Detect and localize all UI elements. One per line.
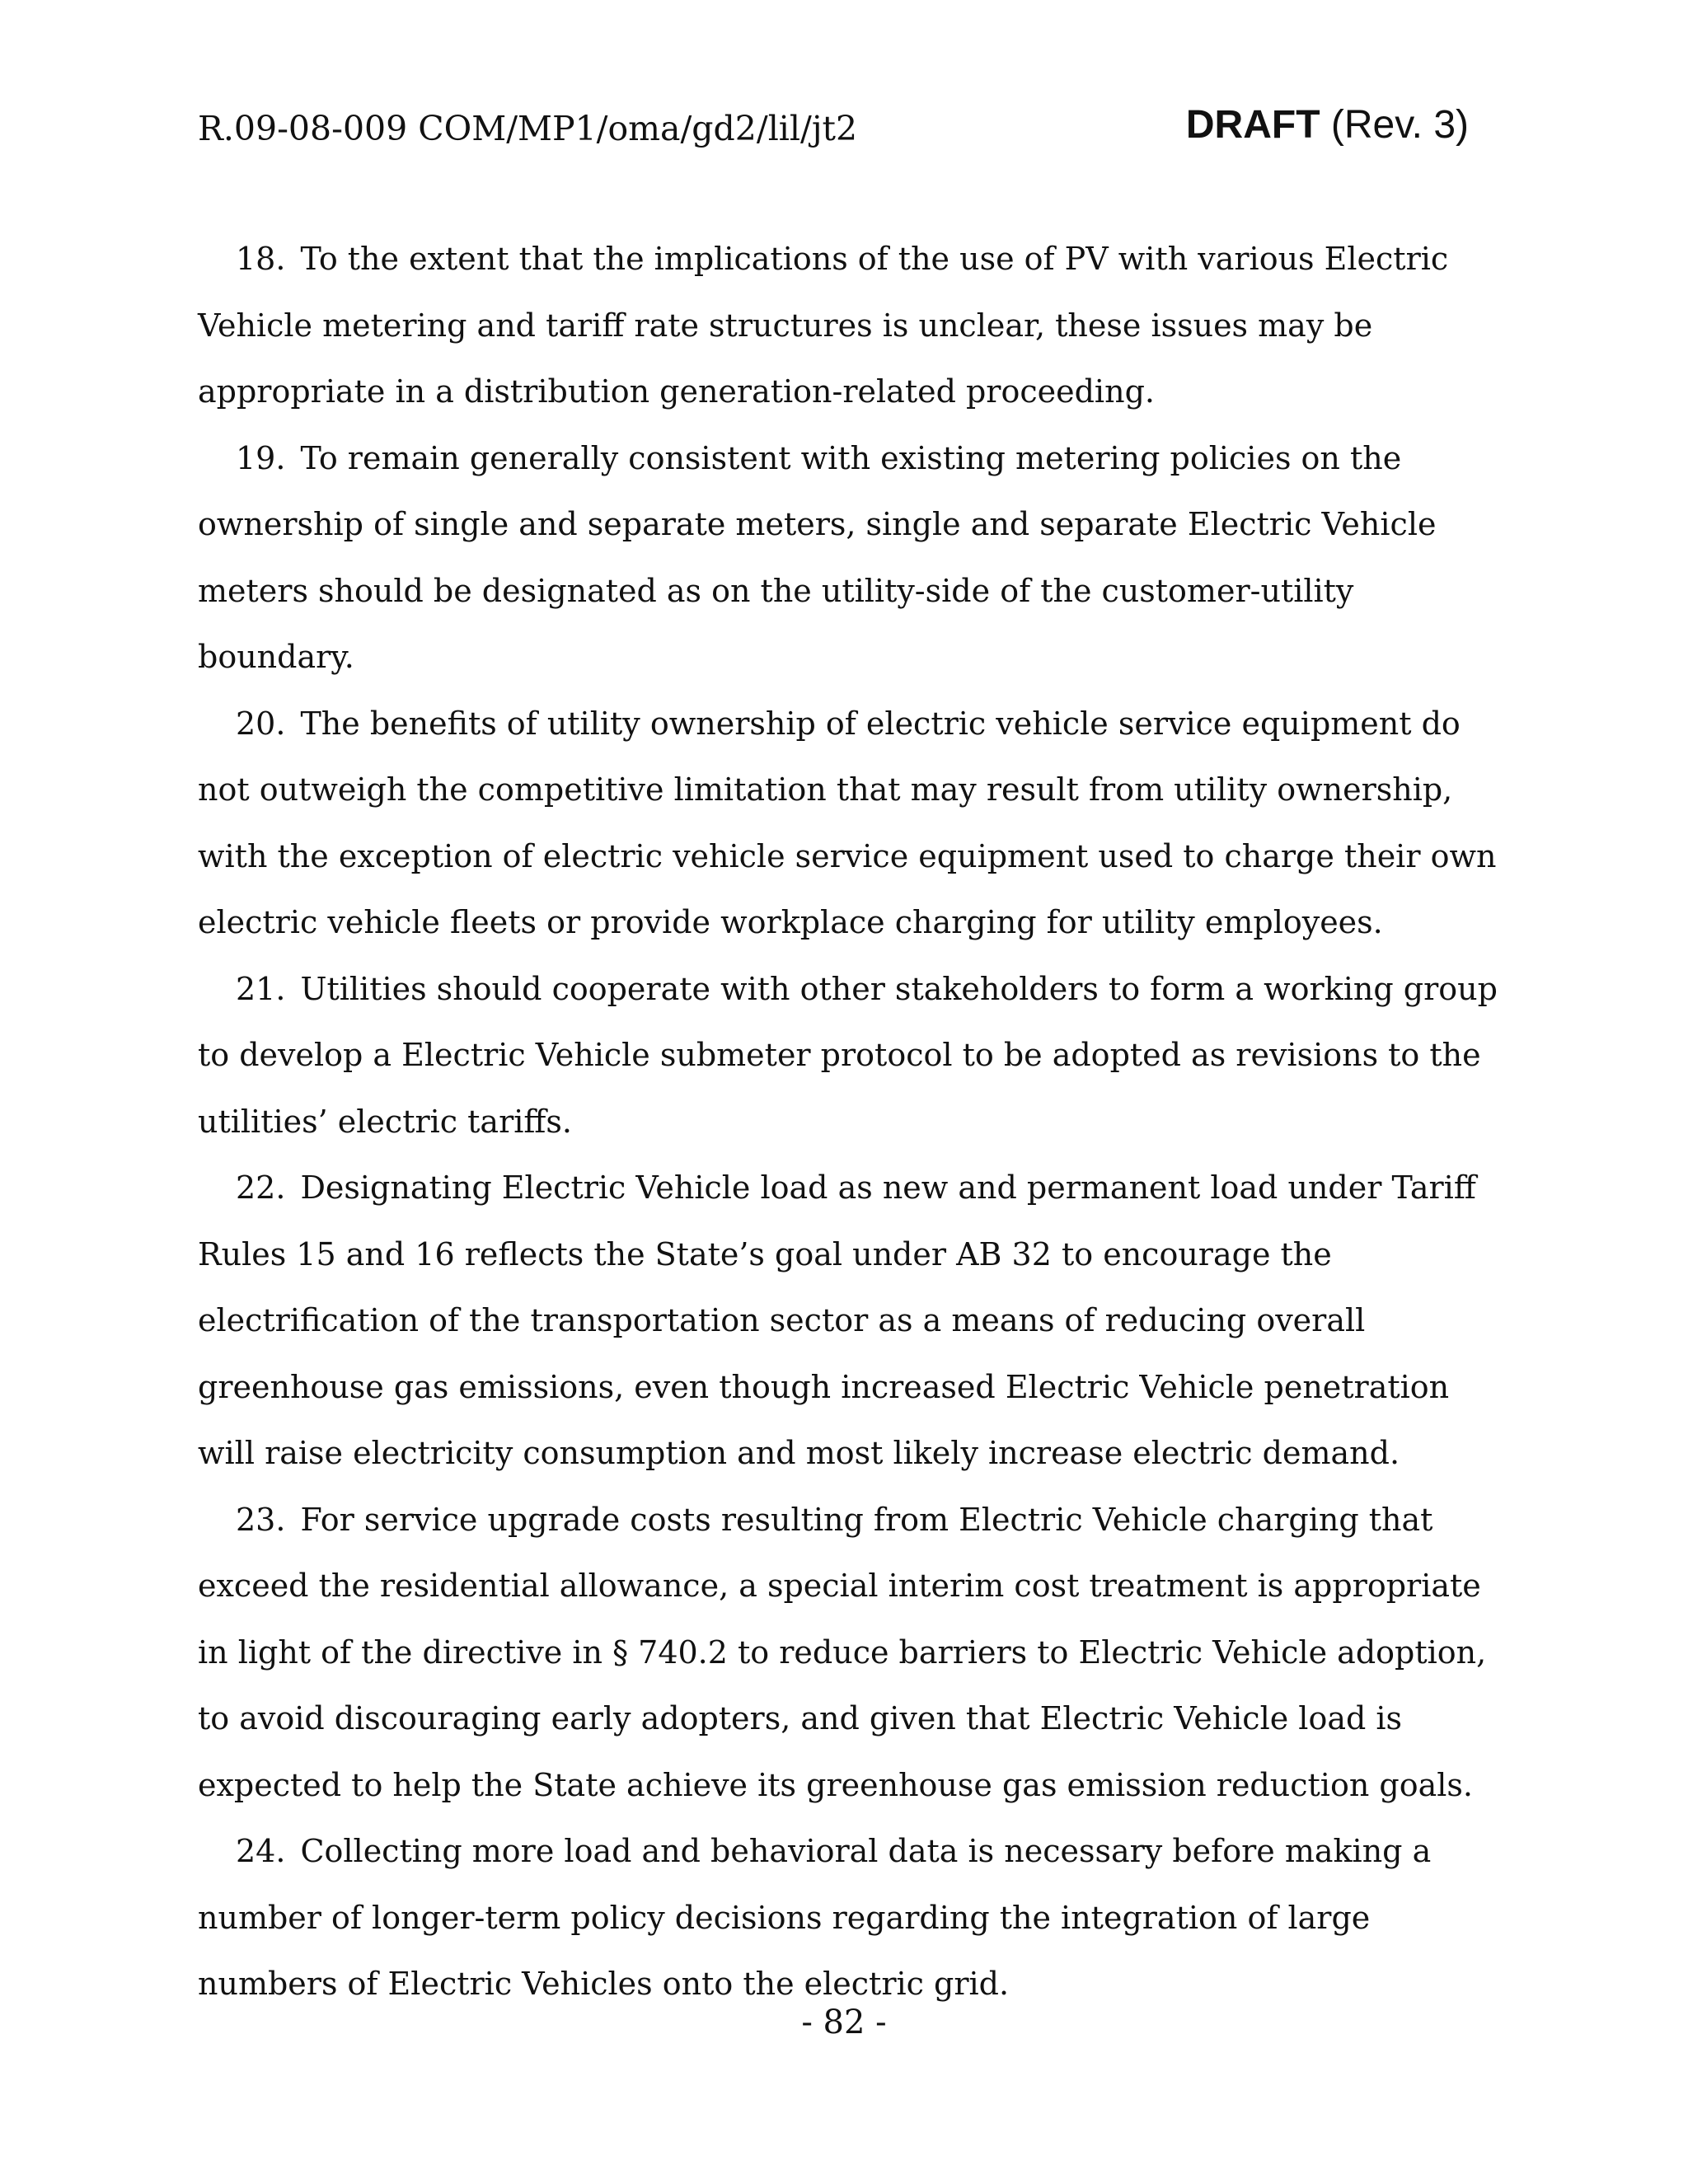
- finding-text: The benefits of utility ownership of electric vehicle service equipment do not outweigh the competitive limitation that may result from utility ownership, with the exception of electric vehicle service equipment used to charge their own electric vehicle fleets or provide workplace charging for utility employees.: [198, 705, 1497, 940]
- finding-number: 24.: [236, 1833, 286, 1869]
- finding-text: For service upgrade costs resulting from Electric Vehicle charging that exceed the residential allowance, a special interim cost treatment is appropriate in light of the directive in § 740.2 to reduce barriers to Electric Vehicle adoption, to avoid discouraging early adopters, and given that Electric Vehicle load is expected to help the State achieve its greenhouse gas emission reduction goals.: [198, 1501, 1487, 1803]
- finding-paragraph-20: [198, 691, 1500, 956]
- finding-number: 22.: [236, 1169, 286, 1206]
- finding-number: 18.: [236, 241, 286, 277]
- finding-text: Designating Electric Vehicle load as new and permanent load under Tariff Rules 15 and 16 reflects the State’s goal under AB 32 to encourage the electrification of the transportation sector as a means of reducing overall greenhouse gas emissions, even though increased Electric Vehicle penetration will raise electricity consumption and most likely increase electric demand.: [198, 1169, 1476, 1471]
- finding-text: Utilities should cooperate with other stakeholders to form a working group to develop a Electric Vehicle submeter protocol to be adopted as revisions to the utilities’ electric tariffs.: [198, 970, 1498, 1140]
- finding-paragraph-21: [198, 956, 1500, 1155]
- draft-label: DRAFT: [1185, 103, 1320, 147]
- finding-text: To the extent that the implications of the use of PV with various Electric Vehicle metering and tariff rate structures is unclear, these issues may be appropriate in a distribution generation-related proceeding.: [198, 241, 1449, 410]
- finding-text: Collecting more load and behavioral data is necessary before making a number of longer-term policy decisions regarding the integration of large numbers of Electric Vehicles onto the electric grid.: [198, 1833, 1432, 2002]
- finding-number: 23.: [236, 1501, 286, 1538]
- docket-header: R.09-08-009 COM/MP1/oma/gd2/lil/jt2: [198, 109, 858, 148]
- finding-paragraph-24: [198, 1818, 1500, 2018]
- findings-body: [198, 226, 1500, 2018]
- draft-header: [1186, 101, 1469, 150]
- finding-number: 20.: [236, 705, 286, 742]
- finding-paragraph-23: [198, 1487, 1500, 1819]
- page-number: - 82 -: [801, 2004, 887, 2041]
- finding-number: 19.: [236, 439, 286, 476]
- finding-paragraph-19: [198, 425, 1500, 691]
- revision-label: (Rev. 3): [1330, 103, 1469, 147]
- finding-text: To remain generally consistent with existing metering policies on the ownership of single and separate meters, single and separate Electric Vehicle meters should be designated as on the utility-side of the customer-utility boundary.: [198, 439, 1437, 675]
- finding-paragraph-18: [198, 226, 1500, 425]
- finding-paragraph-22: [198, 1155, 1500, 1487]
- finding-number: 21.: [236, 970, 286, 1007]
